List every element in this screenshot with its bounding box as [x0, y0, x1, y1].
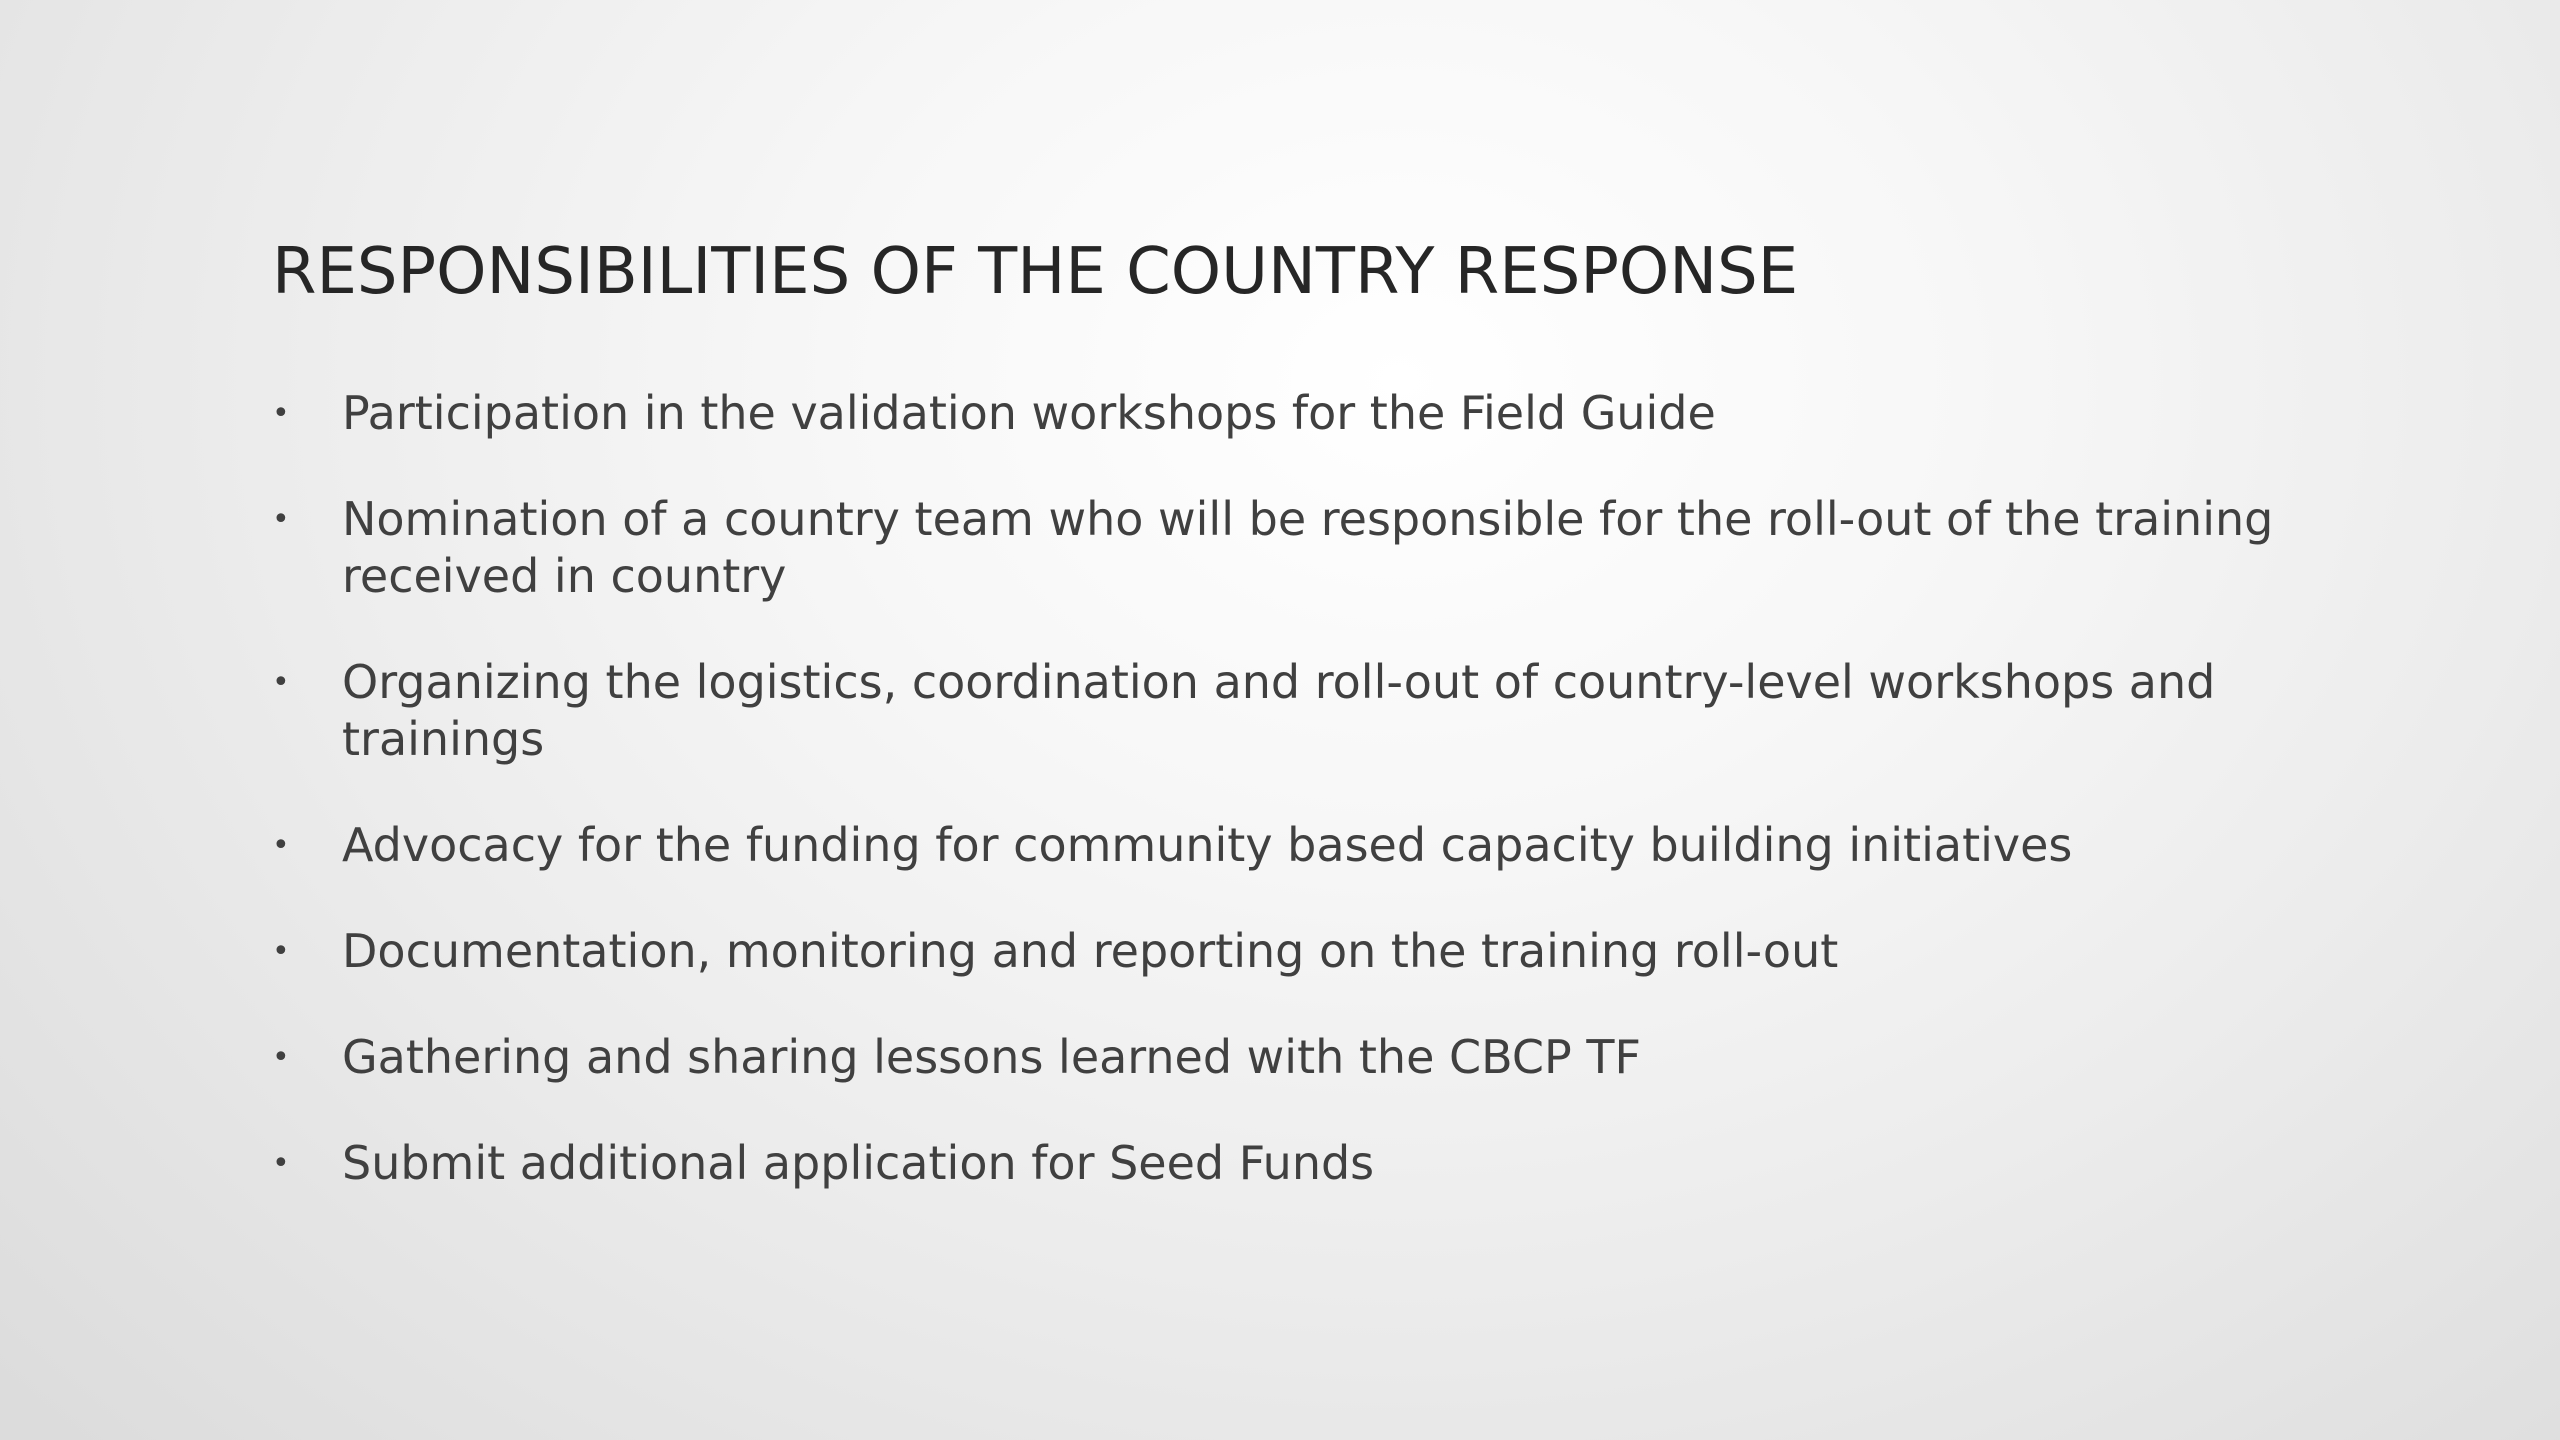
bullet-text: Submit additional application for Seed Funds [342, 1136, 1375, 1190]
bullet-item [272, 923, 2322, 980]
bullet-text: Advocacy for the funding for community based capacity building initiatives [342, 818, 2073, 872]
bullet-item [272, 491, 2322, 605]
bullet-icon: • [272, 1040, 290, 1075]
bullet-text: Documentation, monitoring and reporting on the training roll-out [342, 924, 1839, 978]
bullet-item [272, 385, 2322, 442]
bullet-text: Gathering and sharing lessons learned with the CBCP TF [342, 1030, 1641, 1084]
bullet-text: Organizing the logistics, coordination and roll-out of country-level workshops and trainings [342, 655, 2216, 766]
bullet-icon: • [272, 828, 290, 863]
bullet-icon: • [272, 502, 290, 537]
bullet-item [272, 817, 2322, 874]
slide-title: RESPONSIBILITIES OF THE COUNTRY RESPONSE [272, 235, 1799, 309]
bullet-item [272, 1135, 2322, 1192]
bullet-text: Participation in the validation workshops for the Field Guide [342, 386, 1716, 440]
bullet-icon: • [272, 665, 290, 700]
bullet-icon: • [272, 1146, 290, 1181]
bullet-item [272, 654, 2322, 768]
bullet-list [272, 385, 2322, 1241]
bullet-text: Nomination of a country team who will be responsible for the roll-out of the training received in country [342, 492, 2274, 603]
bullet-icon: • [272, 396, 290, 431]
bullet-item [272, 1029, 2322, 1086]
bullet-icon: • [272, 934, 290, 969]
